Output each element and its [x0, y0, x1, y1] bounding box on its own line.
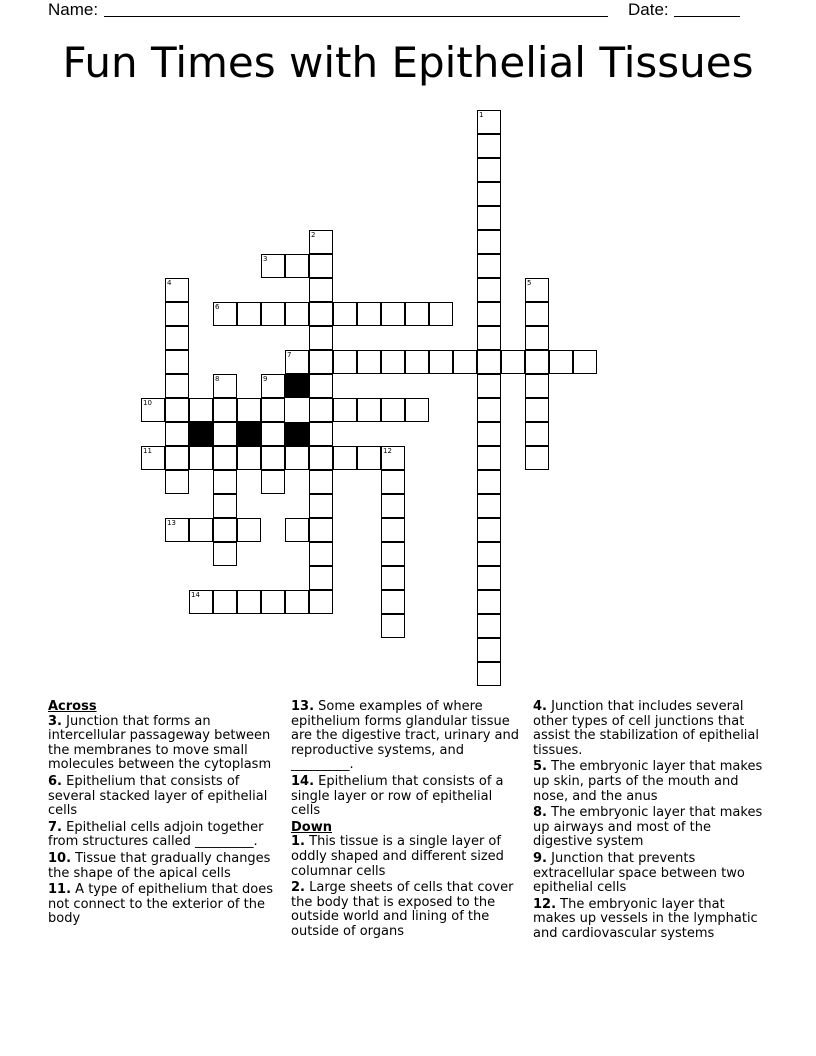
grid-cell[interactable]: [309, 278, 333, 302]
name-line[interactable]: [104, 16, 608, 17]
grid-cell[interactable]: [477, 446, 501, 470]
down-clue: 8. The embryonic layer that makes up airways and most of the digestive system: [533, 805, 763, 850]
black-cell: [237, 422, 261, 446]
grid-cell[interactable]: [309, 542, 333, 566]
black-cell: [285, 422, 309, 446]
grid-cell[interactable]: [477, 566, 501, 590]
grid-cell[interactable]: [309, 374, 333, 398]
grid-cell[interactable]: [549, 350, 573, 374]
grid-cell[interactable]: [381, 542, 405, 566]
grid-cell[interactable]: [285, 590, 309, 614]
grid-cell[interactable]: [381, 494, 405, 518]
clue-number: 12: [383, 447, 392, 455]
grid-cell[interactable]: [477, 374, 501, 398]
down-clue: 2. Large sheets of cells that cover the body that is exposed to the outside world and lining of the outside of organs: [291, 880, 514, 939]
grid-cell[interactable]: [405, 350, 429, 374]
grid-cell[interactable]: [477, 158, 501, 182]
down-clue: 9. Junction that prevents extracellular space between two epithelial cells: [533, 850, 745, 896]
grid-cell[interactable]: [333, 350, 357, 374]
grid-cell[interactable]: [381, 518, 405, 542]
grid-cell[interactable]: [261, 590, 285, 614]
clue-number: 11: [143, 447, 152, 455]
grid-cell[interactable]: [477, 542, 501, 566]
grid-cell[interactable]: [309, 350, 333, 374]
grid-cell[interactable]: [525, 302, 549, 326]
down-heading: Down: [291, 819, 332, 835]
across-clue: 6. Epithelium that consists of several stacked layer of epithelial cells: [48, 773, 268, 819]
across-heading: Across: [48, 699, 97, 714]
grid-cell[interactable]: [477, 110, 501, 134]
grid-cell[interactable]: [525, 446, 549, 470]
grid-cell[interactable]: [333, 302, 357, 326]
grid-cell[interactable]: [381, 398, 405, 422]
grid-cell[interactable]: [477, 302, 501, 326]
grid-cell[interactable]: [165, 326, 189, 350]
grid-cell[interactable]: [261, 302, 285, 326]
grid-cell[interactable]: [261, 470, 285, 494]
grid-cell[interactable]: [381, 302, 405, 326]
grid-cell[interactable]: [477, 398, 501, 422]
grid-cell[interactable]: [309, 446, 333, 470]
grid-cell[interactable]: [309, 302, 333, 326]
across-clue: 13. Some examples of where epithelium forms glandular tissue are the digestive tract, urinary and reproductive systems, and _________.: [291, 699, 519, 773]
grid-cell[interactable]: [189, 398, 213, 422]
grid-cell[interactable]: [213, 374, 237, 398]
grid-cell[interactable]: [477, 278, 501, 302]
grid-cell[interactable]: [309, 470, 333, 494]
clue-number: 3: [263, 255, 268, 263]
across-clue: 7. Epithelial cells adjoin together from structures called _________.: [48, 819, 264, 850]
grid-cell[interactable]: [237, 518, 261, 542]
grid-cell[interactable]: [333, 398, 357, 422]
grid-cell[interactable]: [165, 518, 189, 542]
grid-cell[interactable]: [213, 542, 237, 566]
grid-cell[interactable]: [405, 302, 429, 326]
clue-number: 1: [479, 111, 484, 119]
clue-number: 14: [191, 591, 200, 599]
grid-cell[interactable]: [477, 614, 501, 638]
grid-cell[interactable]: [309, 518, 333, 542]
grid-cell[interactable]: [381, 614, 405, 638]
grid-cell[interactable]: [189, 590, 213, 614]
grid-cell[interactable]: [165, 374, 189, 398]
grid-cell[interactable]: [357, 350, 381, 374]
grid-cell[interactable]: [165, 278, 189, 302]
grid-cell[interactable]: [285, 518, 309, 542]
grid-cell[interactable]: [285, 254, 309, 278]
grid-cell[interactable]: [261, 254, 285, 278]
grid-cell[interactable]: [213, 398, 237, 422]
grid-cell[interactable]: [189, 518, 213, 542]
grid-cell[interactable]: [165, 302, 189, 326]
grid-cell[interactable]: [525, 398, 549, 422]
grid-cell[interactable]: [477, 254, 501, 278]
grid-cell[interactable]: [429, 302, 453, 326]
grid-cell[interactable]: [525, 326, 549, 350]
clue-number: 5: [527, 279, 532, 287]
grid-cell[interactable]: [501, 350, 525, 374]
grid-cell[interactable]: [141, 398, 165, 422]
clue-number: 6: [215, 303, 220, 311]
grid-cell[interactable]: [213, 470, 237, 494]
clue-number: 8: [215, 375, 220, 383]
grid-cell[interactable]: [165, 350, 189, 374]
grid-cell[interactable]: [477, 638, 501, 662]
grid-cell[interactable]: [309, 326, 333, 350]
grid-cell[interactable]: [309, 230, 333, 254]
grid-cell[interactable]: [165, 470, 189, 494]
grid-cell[interactable]: [213, 302, 237, 326]
grid-cell[interactable]: [213, 446, 237, 470]
grid-cell[interactable]: [309, 422, 333, 446]
clue-number: 2: [311, 231, 316, 239]
grid-cell[interactable]: [261, 374, 285, 398]
grid-cell[interactable]: [477, 662, 501, 686]
grid-cell[interactable]: [261, 398, 285, 422]
down-clue: 1. This tissue is a single layer of oddly shaped and different sized columnar cells: [291, 834, 504, 879]
clue-column-2: [291, 700, 523, 942]
grid-cell[interactable]: [477, 134, 501, 158]
grid-cell[interactable]: [477, 590, 501, 614]
clue-number: 10: [143, 399, 152, 407]
clue-number: 13: [167, 519, 176, 527]
name-label: Name:: [48, 0, 99, 19]
grid-cell[interactable]: [213, 494, 237, 518]
clue-number: 7: [287, 351, 292, 359]
grid-cell[interactable]: [477, 206, 501, 230]
grid-cell[interactable]: [429, 350, 453, 374]
grid-cell[interactable]: [525, 422, 549, 446]
grid-cell[interactable]: [165, 398, 189, 422]
grid-cell[interactable]: [285, 350, 309, 374]
grid-cell[interactable]: [573, 350, 597, 374]
down-clue: 5. The embryonic layer that makes up skin, parts of the mouth and nose, and the anus: [533, 759, 763, 804]
grid-cell[interactable]: [237, 398, 261, 422]
grid-cell[interactable]: [261, 446, 285, 470]
clue-column-3: [533, 700, 769, 944]
date-label: Date:: [628, 0, 669, 19]
grid-cell[interactable]: [357, 302, 381, 326]
black-cell: [285, 374, 309, 398]
grid-cell[interactable]: [213, 422, 237, 446]
black-cell: [189, 422, 213, 446]
grid-cell[interactable]: [357, 446, 381, 470]
down-clue: 4. Junction that includes several other types of cell junctions that assist the stabilization of epithelial tissues.: [533, 699, 760, 758]
grid-cell[interactable]: [477, 422, 501, 446]
grid-cell[interactable]: [477, 350, 501, 374]
grid-cell[interactable]: [309, 494, 333, 518]
grid-cell[interactable]: [237, 302, 261, 326]
grid-cell[interactable]: [309, 398, 333, 422]
grid-cell[interactable]: [381, 350, 405, 374]
grid-cell[interactable]: [405, 398, 429, 422]
grid-cell[interactable]: [477, 518, 501, 542]
grid-cell[interactable]: [261, 422, 285, 446]
page-title: Fun Times with Epithelial Tissues: [62, 38, 754, 87]
grid-cell[interactable]: [477, 494, 501, 518]
across-clue: 10. Tissue that gradually changes the shape of the apical cells: [48, 850, 271, 881]
grid-cell[interactable]: [525, 350, 549, 374]
clue-number: 9: [263, 375, 268, 383]
grid-cell[interactable]: [477, 470, 501, 494]
clue-column-1: [48, 700, 280, 929]
grid-cell[interactable]: [237, 590, 261, 614]
grid-cell[interactable]: [381, 590, 405, 614]
grid-cell[interactable]: [237, 446, 261, 470]
grid-cell[interactable]: [213, 590, 237, 614]
grid-cell[interactable]: [453, 350, 477, 374]
grid-cell[interactable]: [309, 590, 333, 614]
grid-cell[interactable]: [357, 398, 381, 422]
grid-cell[interactable]: [309, 254, 333, 278]
across-clue: 3. Junction that forms an intercellular passageway between the membranes to move small molecules between the cytoplasm: [48, 713, 272, 773]
across-clue: 11. A type of epithelium that does not connect to the exterior of the body: [48, 882, 273, 927]
grid-cell[interactable]: [477, 326, 501, 350]
grid-cell[interactable]: [477, 182, 501, 206]
grid-cell[interactable]: [477, 230, 501, 254]
grid-cell[interactable]: [381, 566, 405, 590]
grid-cell[interactable]: [213, 518, 237, 542]
grid-cell[interactable]: [381, 470, 405, 494]
down-clue: 12. The embryonic layer that makes up vessels in the lymphatic and cardiovascular systems: [533, 896, 758, 941]
grid-cell[interactable]: [165, 422, 189, 446]
date-line[interactable]: [674, 16, 740, 17]
grid-cell[interactable]: [141, 446, 165, 470]
grid-cell[interactable]: [285, 446, 309, 470]
grid-cell[interactable]: [309, 566, 333, 590]
grid-cell[interactable]: [525, 278, 549, 302]
grid-cell[interactable]: [381, 446, 405, 470]
clue-number: 4: [167, 279, 172, 287]
grid-cell[interactable]: [285, 302, 309, 326]
grid-cell[interactable]: [525, 374, 549, 398]
grid-cell[interactable]: [189, 446, 213, 470]
grid-cell[interactable]: [333, 446, 357, 470]
grid-cell[interactable]: [165, 446, 189, 470]
across-clue: 14. Epithelium that consists of a single layer or row of epithelial cells: [291, 773, 504, 819]
